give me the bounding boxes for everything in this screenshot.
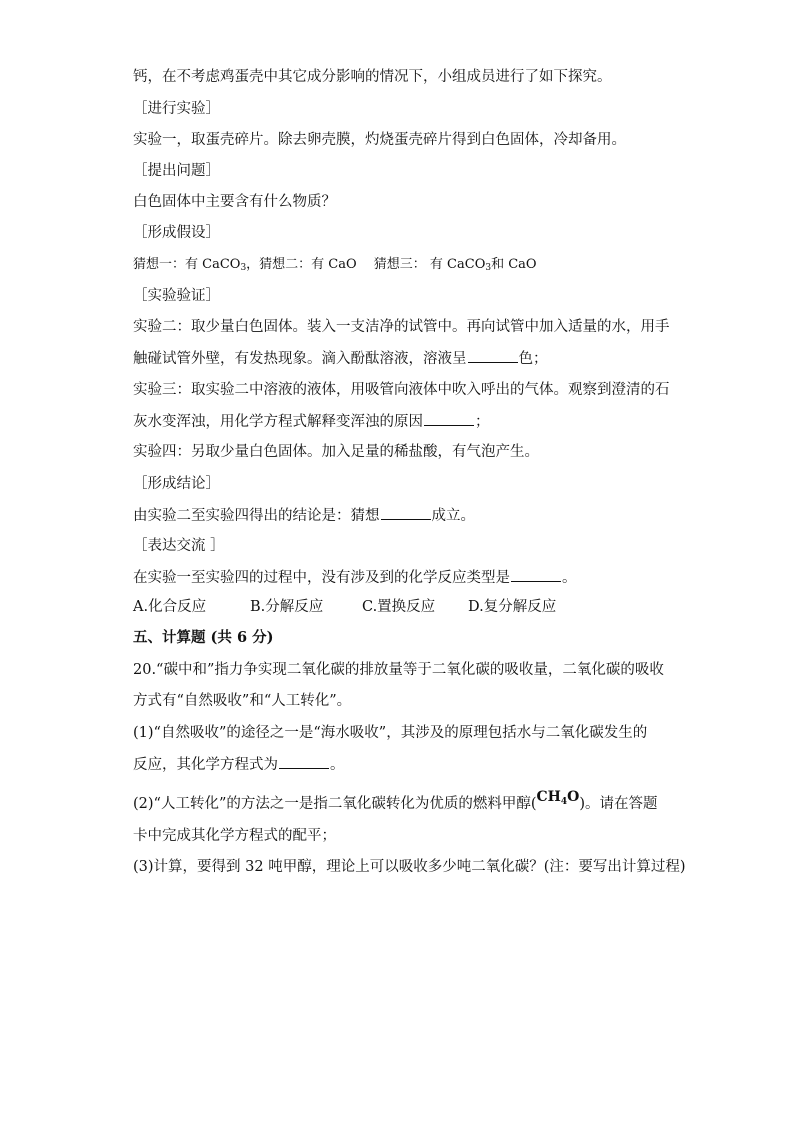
section-five-title: 五、计算题 (共 6 分) bbox=[133, 629, 274, 646]
answer-blank-equation[interactable] bbox=[424, 412, 474, 426]
heading-hypothesis: ［形成假设］ bbox=[133, 225, 220, 241]
conclusion-text: 由实验二至实验四得出的结论是：猜想 成立。 bbox=[133, 508, 475, 524]
experiment-two-line1: 实验二：取少量白色固体。装入一支洁净的试管中。再向试管中加入适量的水，用手 bbox=[133, 319, 670, 335]
experiment-three-line2: 灰水变浑浊，用化学方程式解释变浑浊的原因 ； bbox=[133, 414, 490, 430]
heading-experiment: ［进行实验］ bbox=[133, 101, 220, 117]
heading-exchange: ［表达交流 ］ bbox=[133, 538, 225, 554]
option-c: C.置换反应 bbox=[362, 599, 436, 615]
question-20-line2: 方式有“自然吸收”和“人工转化”。 bbox=[133, 693, 352, 709]
question-20-line1: 20.“碳中和”指力争实现二氧化碳的排放量等于二氧化碳的吸收量，二氧化碳的吸收 bbox=[133, 662, 664, 678]
exchange-text: 在实验一至实验四的过程中，没有涉及到的化学反应类型是 。 bbox=[133, 570, 577, 586]
answer-blank-water-equation[interactable] bbox=[279, 755, 329, 769]
option-b: B.分解反应 bbox=[250, 599, 324, 615]
question-20-2-line1: (2)“人工转化”的方法之一是指二氧化碳转化为优质的燃料甲醇$(CH_4O)$。请在答题 bbox=[133, 789, 658, 812]
heading-verify: ［实验验证］ bbox=[133, 288, 220, 304]
intro-text: 钙，在不考虑鸡蛋壳中其它成分影响的情况下，小组成员进行了如下探究。 bbox=[133, 69, 612, 85]
experiment-three-line1: 实验三：取实验二中溶液的液体，用吸管向液体中吹入呼出的气体。观察到澄清的石 bbox=[133, 382, 670, 398]
answer-blank-hypothesis[interactable] bbox=[381, 506, 431, 520]
question-20-3: (3)计算，要得到 32 吨甲醇，理论上可以吸收多少吨二氧化碳？(注：要写出计算过程) bbox=[133, 859, 686, 875]
experiment-one: 实验一，取蛋壳碎片。除去卵壳膜，灼烧蛋壳碎片得到白色固体，冷却备用。 bbox=[133, 132, 626, 148]
answer-blank-reaction-type[interactable] bbox=[511, 568, 561, 582]
heading-question: ［提出问题］ bbox=[133, 163, 220, 179]
hypotheses: 猜想一：有 CaCO$_3$，猜想二：有 CaO 猜想三： 有 CaCO$_3$和 CaO bbox=[133, 257, 537, 273]
question-20-2-line2: 卡中完成其化学方程式的配平； bbox=[133, 828, 336, 844]
methanol-formula: $CH_4O$ bbox=[536, 789, 580, 807]
option-d: D.复分解反应 bbox=[468, 599, 557, 615]
answer-blank-color[interactable] bbox=[468, 349, 518, 363]
question-20-1-line1: (1)“自然吸收”的途径之一是“海水吸收”，其涉及的原理包括水与二氧化碳发生的 bbox=[133, 725, 648, 741]
option-a: A.化合反应 bbox=[133, 599, 207, 615]
question-text: 白色固体中主要含有什么物质？ bbox=[133, 194, 336, 210]
question-20-1-line2: 反应，其化学方程式为 。 bbox=[133, 757, 345, 773]
heading-conclusion: ［形成结论］ bbox=[133, 476, 220, 492]
experiment-four: 实验四：另取少量白色固体。加入足量的稀盐酸，有气泡产生。 bbox=[133, 444, 539, 460]
experiment-two-line2: 触碰试管外壁，有发热现象。滴入酚酞溶液，溶液呈 色； bbox=[133, 351, 548, 367]
